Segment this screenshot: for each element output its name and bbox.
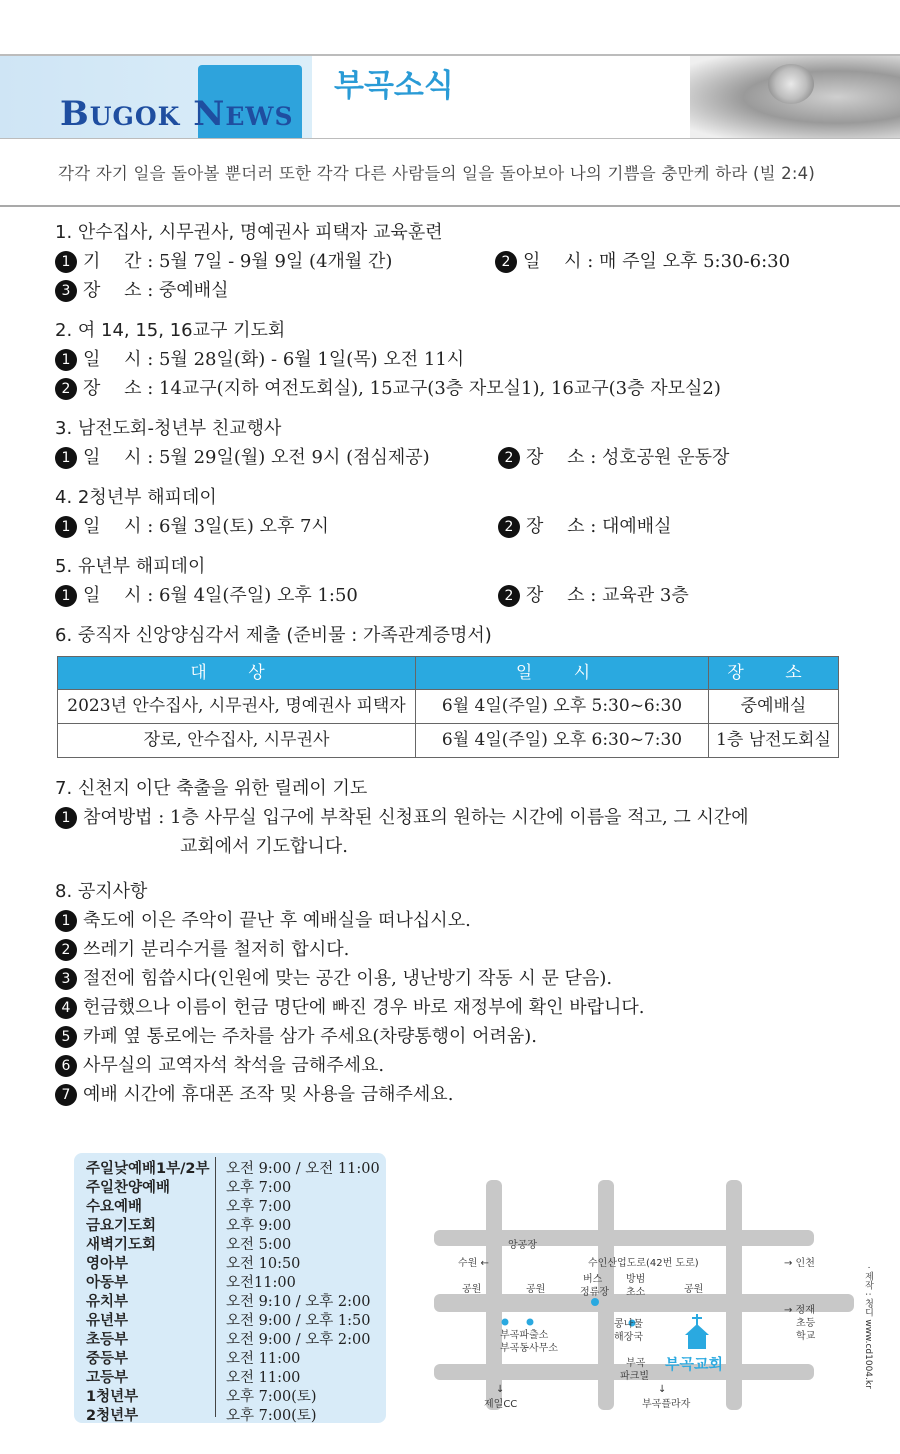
- worship-label: 1청년부: [86, 1389, 139, 1405]
- worship-time: 오후 9:00: [226, 1218, 292, 1234]
- section-7: [55, 774, 855, 861]
- number-badge: 5: [55, 1026, 77, 1048]
- section-item-text: 장 소 : 교육관 3층: [526, 585, 689, 606]
- table-row: [58, 724, 839, 758]
- worship-time: 오후 7:00: [226, 1180, 292, 1196]
- number-badge: 2: [55, 939, 77, 961]
- section-row: [55, 512, 855, 541]
- notice-text: 절전에 힘씁시다(인원에 맞는 공간 이용, 냉난방기 작동 시 문 닫음).: [83, 968, 613, 989]
- worship-label: 수요예배: [86, 1199, 143, 1215]
- section-4: [55, 483, 855, 541]
- worship-label: 금요기도회: [86, 1218, 157, 1234]
- bible-verse: 각각 자기 일을 돌아볼 뿐더러 또한 각각 다른 사람들의 일을 돌아보아 나의 기쁨을 충만케 하라 (빌 2:4): [58, 164, 815, 183]
- map-label-road: 수인산업도로(42번 도로): [588, 1258, 699, 1269]
- table-cell: 6월 4일(주일) 오후 6:30~7:30: [416, 724, 709, 758]
- section-item-text: 장 소 : 14교구(지하 여전도회실), 15교구(3층 자모실1), 16교구(3층 자모실2): [83, 378, 721, 399]
- worship-label: 중등부: [86, 1351, 129, 1367]
- worship-time: 오후 7:00(토): [226, 1408, 317, 1424]
- worship-time: 오전 9:00 / 오후 1:50: [226, 1313, 371, 1329]
- notice-text: 예배 시간에 휴대폰 조작 및 사용을 금해주세요.: [83, 1084, 454, 1105]
- table-cell: 장로, 안수집사, 시무권사: [58, 724, 416, 758]
- map-label-incheon: → 인천: [784, 1258, 815, 1269]
- title-letter-b: B: [60, 94, 90, 134]
- section-item-text: 장 소 : 성호공원 운동장: [526, 447, 730, 468]
- map-label-parkville-1: 부곡: [626, 1358, 646, 1369]
- worship-label: 새벽기도회: [86, 1237, 157, 1253]
- section-8-heading: 8. 공지사항: [55, 881, 148, 902]
- map-credit: · 제작 : 청디 www.cd1004.kr: [863, 1266, 873, 1389]
- title-letter-n: N: [193, 94, 226, 134]
- worship-time: 오전 10:50: [226, 1256, 301, 1272]
- section-heading: 3. 남전도회-청년부 친교행사: [55, 418, 282, 439]
- section-1: [55, 218, 855, 305]
- worship-label: 초등부: [86, 1332, 129, 1348]
- worship-time: 오후 7:00(토): [226, 1389, 317, 1405]
- number-badge: 2: [55, 378, 77, 400]
- section-2: [55, 316, 855, 403]
- table-header: 일 시: [416, 657, 709, 690]
- header-banner: [0, 56, 900, 138]
- section-item-text: 장 소 : 대예배실: [526, 516, 672, 537]
- map-label-bus-2: 정류장: [580, 1287, 609, 1298]
- number-badge: 2: [498, 447, 520, 469]
- worship-label: 고등부: [86, 1370, 129, 1386]
- worship-time: 오전 11:00: [226, 1370, 301, 1386]
- section-heading: 2. 여 14, 15, 16교구 기도회: [55, 320, 286, 341]
- number-badge: 6: [55, 1055, 77, 1077]
- notice-item: [55, 1051, 855, 1080]
- map-label-soup-1: 콩나물: [614, 1319, 643, 1330]
- schedule-table: [57, 656, 839, 758]
- title-ews: EWS: [225, 102, 294, 131]
- banner-bottom-border: [0, 138, 900, 139]
- section-7-text-2: 교회에서 기도합니다.: [180, 836, 348, 857]
- table-cell: 2023년 안수집사, 시무권사, 명예권사 피택자: [58, 690, 416, 724]
- number-badge: 2: [495, 251, 517, 273]
- table-header: 장 소: [709, 657, 839, 690]
- number-badge: 1: [55, 910, 77, 932]
- worship-label: 유년부: [86, 1313, 129, 1329]
- section-item-text: 일 시 : 5월 29일(월) 오전 9시 (점심제공): [83, 447, 430, 468]
- number-badge: 1: [55, 807, 77, 829]
- title-ugok: UGOK: [89, 102, 181, 131]
- worship-label: 주일찬양예배: [86, 1180, 171, 1196]
- section-row: [55, 276, 855, 305]
- map-label-soup-2: 해장국: [614, 1332, 643, 1343]
- section-row: [55, 443, 855, 472]
- map-label-angongjang: 앙공장: [508, 1240, 537, 1251]
- section-heading: 5. 유년부 해피데이: [55, 556, 206, 577]
- table-row: [58, 690, 839, 724]
- section-row: [55, 247, 855, 276]
- police-marker-1: [502, 1319, 509, 1326]
- map-arrow-down-1: ↓: [496, 1384, 505, 1395]
- bus-stop-marker: [591, 1298, 599, 1306]
- notice-text: 사무실의 교역자석 착석을 금해주세요.: [83, 1055, 385, 1076]
- section-7-heading: 7. 신천지 이단 축출을 위한 릴레이 기도: [55, 778, 368, 799]
- map-road-top: [434, 1230, 814, 1246]
- number-badge: 1: [55, 585, 77, 607]
- header-divider: [0, 205, 900, 207]
- section-row: [55, 374, 855, 403]
- church-location-map: [420, 1170, 860, 1420]
- tree-stump-photo: [690, 56, 900, 138]
- worship-label: 주일낮예배1부/2부: [86, 1161, 210, 1177]
- notice-item: [55, 964, 855, 993]
- section-7-line-2: [55, 832, 855, 861]
- section-6-title: 6. 중직자 신앙양심각서 제출: [55, 625, 281, 646]
- police-marker-2: [527, 1319, 534, 1326]
- section-6-heading: [55, 621, 855, 650]
- notice-item: [55, 1080, 855, 1109]
- worship-time: 오전 11:00: [226, 1351, 301, 1367]
- section-5: [55, 552, 855, 610]
- map-label-park-2: 공원: [526, 1284, 546, 1295]
- map-label-park-3: 공원: [684, 1284, 704, 1295]
- table-header-row: [58, 657, 839, 690]
- map-label-police: 부곡파출소: [500, 1330, 549, 1341]
- section-3: [55, 414, 855, 472]
- worship-time: 오전 9:00 / 오후 2:00: [226, 1332, 371, 1348]
- table-cell: 중예배실: [709, 690, 839, 724]
- number-badge: 7: [55, 1084, 77, 1106]
- section-item-text: 장 소 : 중예배실: [83, 280, 229, 301]
- stump-image: [768, 64, 814, 104]
- sections-list: [55, 218, 855, 610]
- map-label-suwon: 수원 ←: [458, 1258, 489, 1269]
- section-6: [55, 621, 855, 758]
- notice-item: [55, 935, 855, 964]
- map-label-jeongjae-1: → 정재: [784, 1305, 815, 1316]
- banner-title-en: [60, 94, 294, 134]
- section-7-line-1: [55, 803, 855, 832]
- map-label-office: 부곡동사무소: [500, 1343, 558, 1354]
- news-content: [55, 218, 855, 1120]
- notice-list: [55, 906, 855, 1109]
- section-heading: 4. 2청년부 해피데이: [55, 487, 217, 508]
- worship-label: 영아부: [86, 1256, 129, 1272]
- number-badge: 4: [55, 997, 77, 1019]
- section-item-text: 일 시 : 6월 4일(주일) 오후 1:50: [83, 585, 358, 606]
- worship-time: 오전 5:00: [226, 1237, 292, 1253]
- worship-label: 2청년부: [86, 1408, 139, 1424]
- worship-time: 오후 7:00: [226, 1199, 292, 1215]
- number-badge: 3: [55, 968, 77, 990]
- table-cell: 6월 4일(주일) 오후 5:30~6:30: [416, 690, 709, 724]
- banner-title-ko: 부곡소식: [334, 68, 454, 104]
- section-7-text-1: 참여방법 : 1층 사무실 입구에 부착된 신청표의 원하는 시간에 이름을 적고, 그 시간에: [83, 807, 749, 828]
- number-badge: 1: [55, 349, 77, 371]
- section-row: [55, 345, 855, 374]
- map-label-bus-1: 버스: [583, 1274, 603, 1285]
- number-badge: 3: [55, 280, 77, 302]
- table-header: 대 상: [58, 657, 416, 690]
- map-label-church: 부곡교회: [665, 1355, 723, 1373]
- number-badge: 2: [498, 516, 520, 538]
- number-badge: 1: [55, 447, 77, 469]
- section-item-text: 기 간 : 5월 7일 - 9월 9일 (4개월 간): [83, 251, 393, 272]
- notice-item: [55, 993, 855, 1022]
- map-label-parkville-2: 파크빌: [620, 1371, 649, 1382]
- notice-text: 헌금했으나 이름이 헌금 명단에 빠진 경우 바로 재정부에 확인 바랍니다.: [83, 997, 645, 1018]
- section-item-text: 일 시 : 매 주일 오후 5:30-6:30: [523, 251, 791, 272]
- map-label-guard-1: 방범: [626, 1274, 646, 1285]
- section-item-text: 일 시 : 6월 3일(토) 오후 7시: [83, 516, 329, 537]
- map-arrow-down-2: ↓: [658, 1384, 667, 1395]
- table-cell: 1층 남전도회실: [709, 724, 839, 758]
- map-label-park-1: 공원: [462, 1284, 482, 1295]
- worship-time: 오전 9:00 / 오전 11:00: [226, 1161, 380, 1177]
- section-6-note: (준비물 : 가족관계증명서): [286, 625, 492, 646]
- map-label-plaza: 부곡플라자: [642, 1399, 691, 1410]
- section-item-text: 일 시 : 5월 28일(화) - 6월 1일(목) 오전 11시: [83, 349, 465, 370]
- section-row: [55, 581, 855, 610]
- church-icon: [685, 1314, 709, 1349]
- notice-item: [55, 1022, 855, 1051]
- notice-text: 쓰레기 분리수거를 철저히 합시다.: [83, 939, 350, 960]
- worship-label: 유치부: [86, 1294, 129, 1310]
- notice-text: 카페 옆 통로에는 주차를 삼가 주세요(차량통행이 어려움).: [83, 1026, 538, 1047]
- section-heading: 1. 안수집사, 시무권사, 명예권사 피택자 교육훈련: [55, 222, 443, 243]
- number-badge: 1: [55, 251, 77, 273]
- map-label-jeil: 제일CC: [484, 1399, 518, 1410]
- notice-item: [55, 906, 855, 935]
- section-8: [55, 877, 855, 1109]
- worship-time: 오전 9:10 / 오후 2:00: [226, 1294, 371, 1310]
- worship-times-divider: [215, 1157, 216, 1417]
- worship-label: 아동부: [86, 1275, 129, 1291]
- map-label-jeongjae-3: 학교: [796, 1331, 816, 1342]
- number-badge: 1: [55, 516, 77, 538]
- number-badge: 2: [498, 585, 520, 607]
- map-label-guard-2: 초소: [626, 1287, 646, 1298]
- worship-time: 오전11:00: [226, 1275, 296, 1291]
- map-label-jeongjae-2: 초등: [796, 1318, 816, 1329]
- notice-text: 축도에 이은 주악이 끝난 후 예배실을 떠나십시오.: [83, 910, 471, 931]
- worship-times-box: [74, 1153, 386, 1423]
